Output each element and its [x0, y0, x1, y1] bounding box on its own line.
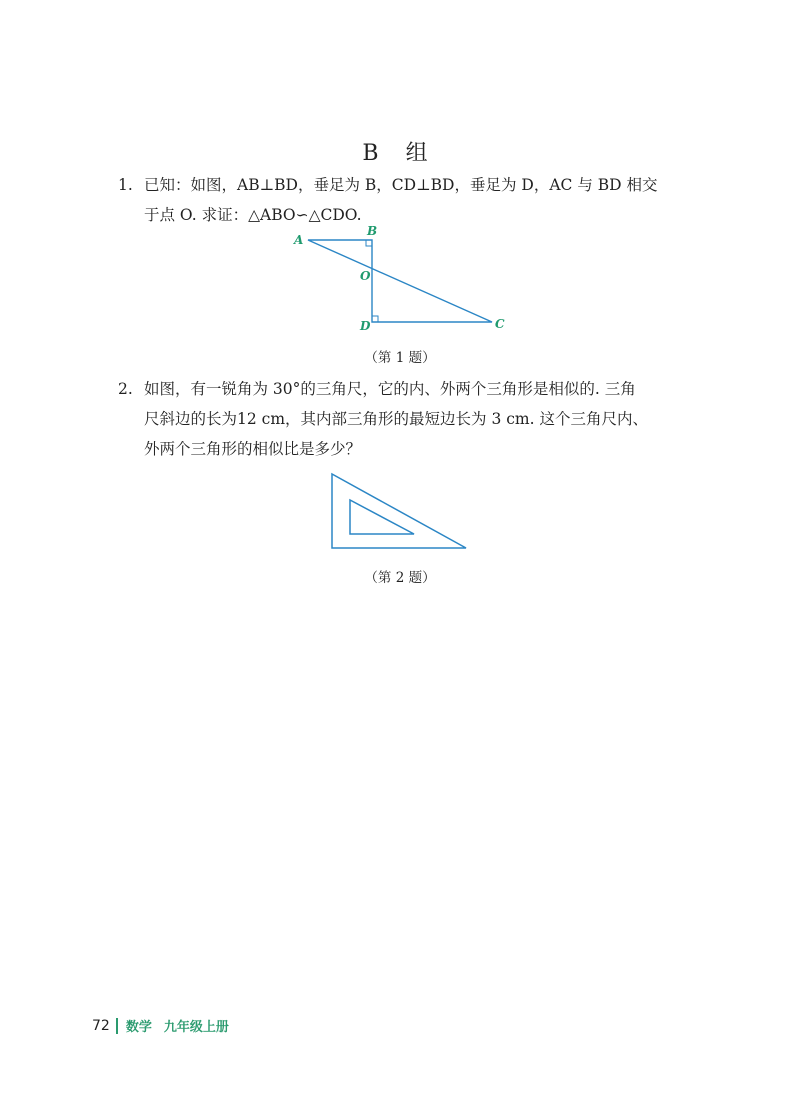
footer-subject: 数学 — [125, 1020, 152, 1035]
section-title: B 组 — [362, 141, 438, 166]
label-a: A — [294, 233, 304, 247]
figure-2-diagram — [326, 468, 476, 558]
label-d: D — [360, 319, 371, 333]
page-footer — [92, 1016, 229, 1035]
problem-line: 如图，有一锐角为 30°的三角尺，它的内、外两个三角形是相似的. 三角 — [144, 380, 636, 398]
footer-divider — [116, 1018, 118, 1034]
right-angle-mark-b — [366, 240, 372, 246]
problem-line: 于点 O. 求证：△ABO∽△CDO. — [144, 206, 362, 224]
outer-triangle — [332, 474, 466, 548]
problem-number: 1. — [118, 176, 133, 194]
right-angle-mark-d — [372, 316, 378, 322]
figure-1-diagram — [290, 222, 520, 342]
page-number: 72 — [92, 1017, 110, 1034]
problem-1 — [118, 170, 698, 230]
inner-triangle — [350, 500, 414, 534]
problem-2 — [118, 374, 698, 464]
label-c: C — [495, 317, 505, 331]
figure-2-caption: （第 2 题） — [364, 570, 436, 586]
problem-line: 外两个三角形的相似比是多少？ — [144, 440, 362, 458]
footer-grade: 九年级上册 — [163, 1020, 229, 1035]
problem-line: 已知：如图，AB⊥BD，垂足为 B，CD⊥BD，垂足为 D，AC 与 BD 相交 — [144, 176, 658, 194]
label-b: B — [367, 224, 378, 238]
problem-text — [144, 374, 698, 464]
problem-text — [144, 170, 698, 230]
figure-1-lines — [308, 240, 492, 322]
label-o: O — [360, 269, 371, 283]
figure-1-caption: （第 1 题） — [364, 350, 436, 366]
problem-number: 2. — [118, 380, 133, 398]
problem-line: 尺斜边的长为12 cm，其内部三角形的最短边长为 3 cm. 这个三角尺内、 — [144, 410, 648, 428]
